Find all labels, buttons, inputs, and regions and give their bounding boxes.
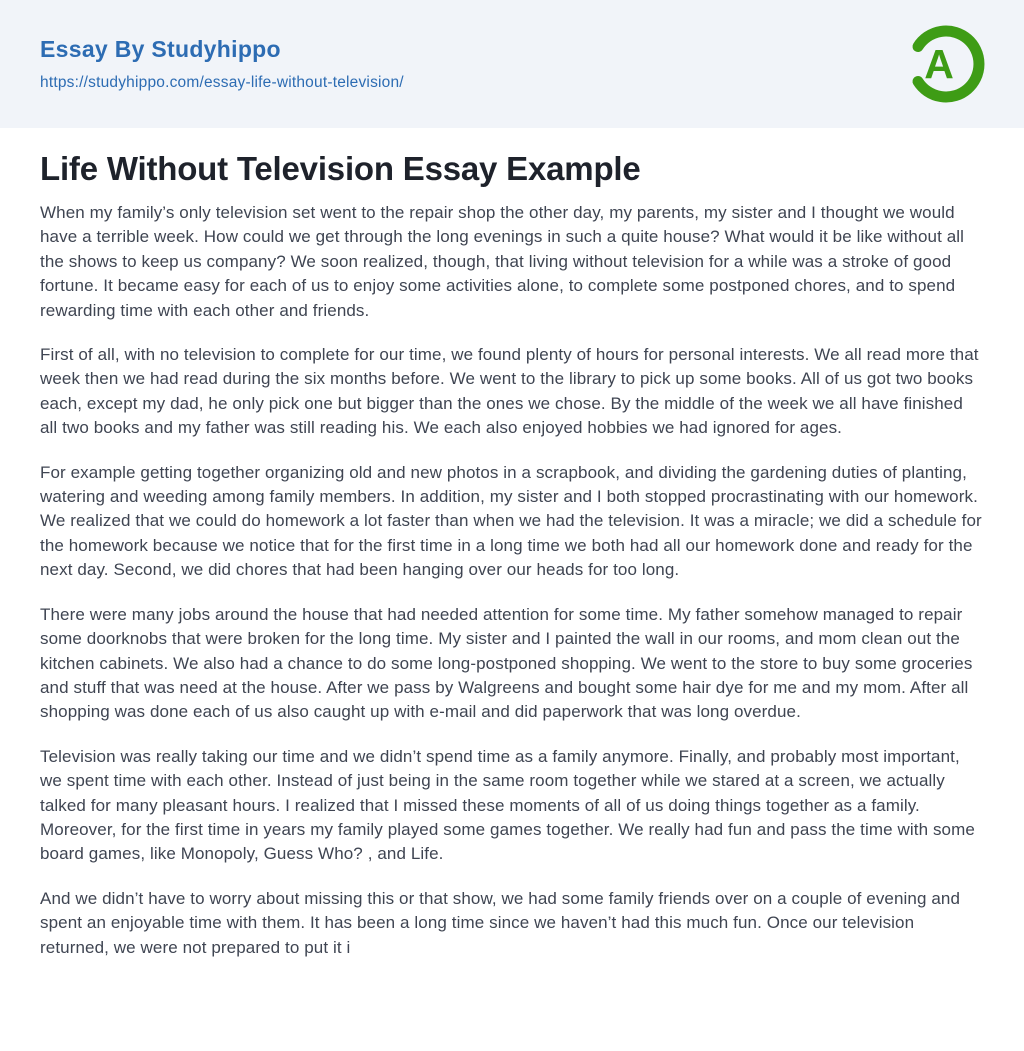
logo-letter: A bbox=[924, 41, 954, 87]
essay-paragraph-1: When my family’s only television set went to the repair shop the other day, my parents, my sister and I thought we would have a terrible week. How could we get through the long evenings in such a quite house? What would it be like without all the shows to keep us company? We soon realized, though, that living without television for a while was a stroke of good fortune. It became easy for each of us to enjoy some activities alone, to complete some postponed chores, and to spend rewarding time with each other and friends. bbox=[40, 203, 965, 320]
essay-url-link[interactable]: https://studyhippo.com/essay-life-without-television/ bbox=[40, 74, 404, 91]
essay-paragraph-6: And we didn’t have to worry about missing this or that show, we had some family friends over on a couple of evening and spent an enjoyable time with them. It has been a long time since we haven’t had this much fun. Once our television returned, we were not prepared to put it i bbox=[40, 888, 961, 957]
essay-content bbox=[0, 128, 1024, 960]
essay-title: Life Without Television Essay Example bbox=[40, 150, 641, 187]
studyhippo-logo-icon bbox=[906, 24, 986, 104]
essay-paragraph-4: There were many jobs around the house that had needed attention for some time. My father somehow managed to repair some doorknobs that were broken for the long time. My sister and I painted the wall in our rooms, and mom clean out the kitchen cabinets. We also had a chance to do some long-postponed shopping. We went to the store to buy some groceries and stuff that was need at the house. After we pass by Walgreens and bought some hair dye for me and my mom. After all shopping was done each of us also caught up with e-mail and did paperwork that was long overdue. bbox=[40, 604, 973, 722]
studyhippo-logo bbox=[906, 24, 986, 104]
essay-paragraph-2: First of all, with no television to complete for our time, we found plenty of hours for personal interests. We all read more that week then we had read during the six months before. We went to the library to pick up some books. All of us got two books each, except my dad, he only pick one but bigger than the ones we chose. By the middle of the week we all have finished all two books and my father was still reading his. We each also enjoyed hobbies we had ignored for ages. bbox=[40, 345, 979, 438]
header bbox=[0, 0, 1024, 128]
essay-paragraph-5: Television was really taking our time and we didn’t spend time as a family anymore. Finally, and probably most important, we spent time with each other. Instead of just being in the same room together while we stared at a screen, we actually talked for many pleasant hours. I realized that I missed these moments of all of us doing things together as a family. Moreover, for the first time in years my family played some games together. We really had fun and pass the time with some board games, like Monopoly, Guess Who? , and Life. bbox=[40, 746, 975, 864]
site-title: Essay By Studyhippo bbox=[40, 36, 281, 62]
header-text-block bbox=[40, 36, 404, 92]
essay-paragraph-3: For example getting together organizing old and new photos in a scrapbook, and dividing the gardening duties of planting, watering and weeding among family members. In addition, my sister and I both stopped procrastinating with our homework. We realized that we could do homework a lot faster than when we had the television. It was a miracle; we did a schedule for the homework because we notice that for the first time in a long time we both had all our homework done and ready for the next day. Second, we did chores that had been hanging over our heads for too long. bbox=[40, 462, 982, 580]
